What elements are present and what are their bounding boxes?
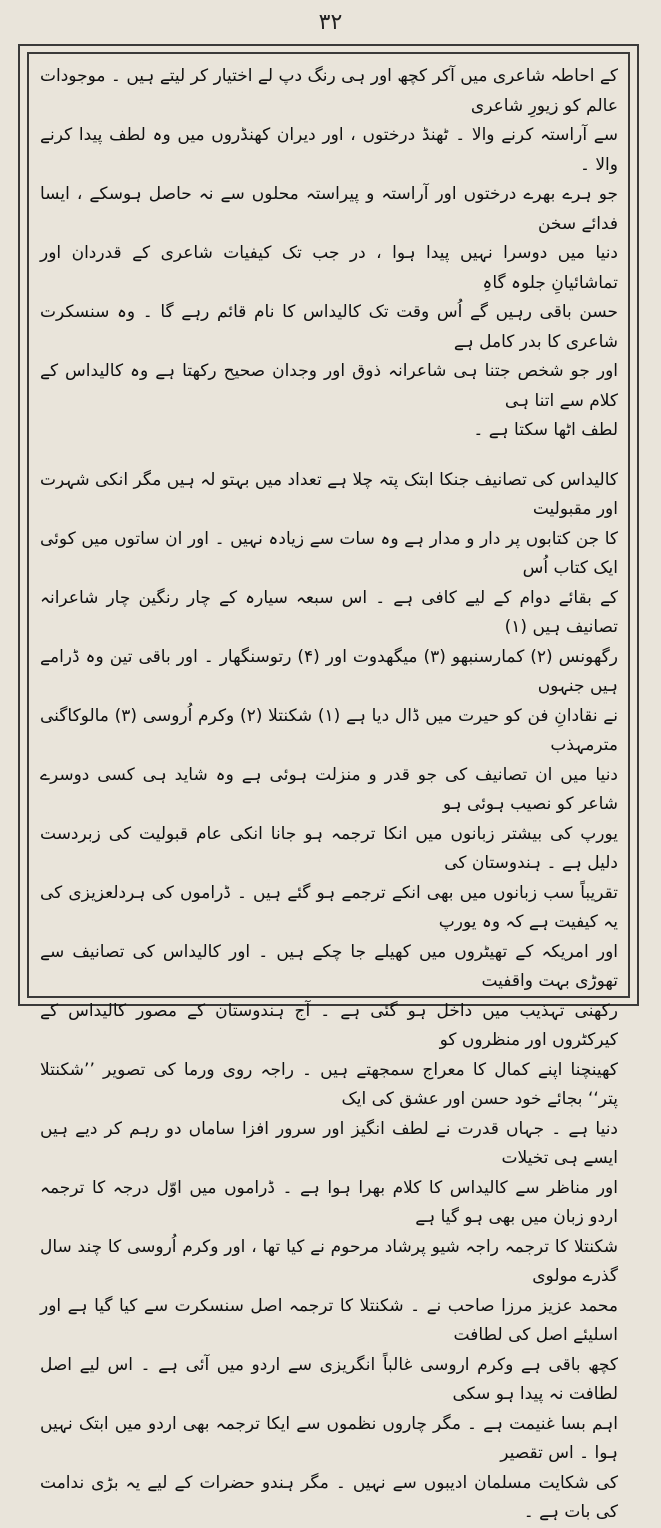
paragraph-2 xyxy=(40,466,618,1528)
text-line: دنیا میں ان تصانیف کی جو قدر و منزلت ہوئی ہے وہ شاید ہی کسی دوسرے شاعر کو نصیب ہوئی ہو xyxy=(40,764,618,814)
text-line: اور مناظر سے کالیداس کا کلام بھرا ہوا ہے ۔ ڈراموں میں اوّل درجہ کا ترجمہ اردو زبان میں بھی ہو گیا ہے xyxy=(40,1177,618,1227)
text-line: کے احاطہ شاعری میں آکر کچھ اور ہی رنگ دپ لے اختیار کر لیتے ہیں ۔ موجودات عالم کو زیورِ شاعری xyxy=(40,66,618,116)
text-line: دنیا ہے ۔ جہاں قدرت نے لطف انگیز اور سرور افزا ساماں دو رہم کر دیے ہیں ایسے ہی تخیلات xyxy=(40,1118,618,1168)
text-line: یورپ کی بیشتر زبانوں میں انکا ترجمہ ہو جانا انکی عام قبولیت کی زبردست دلیل ہے ۔ ہندوستان کی xyxy=(40,823,618,873)
text-line: اہم بسا غنیمت ہے ۔ مگر چاروں نظموں سے ایکا ترجمہ بھی اردو میں ابتک نہیں ہوا ۔ اس تقصیر xyxy=(40,1413,618,1463)
text-line: دنیا میں دوسرا نہیں پیدا ہوا ، در جب تک کیفیات شاعری کے قدردان اور تماشائیانِ جلوہ گاہِ xyxy=(40,243,618,293)
text-line: نے نقادانِ فن کو حیرت میں ڈال دیا ہے (١) شکنتلا (٢) وکرم اُروسی (٣) مالوکاگنی مترمہذب xyxy=(40,705,618,755)
text-line: کالیداس کی تصانیف جنکا ابتک پتہ چلا ہے تعداد میں بہتو لہ ہیں مگر انکی شہرت اور مقبولیت xyxy=(40,469,618,519)
text-block xyxy=(40,62,618,1522)
text-line: کی شکایت مسلمان ادیبوں سے نہیں ۔ مگر ہندو حضرات کے لیے یہ بڑی ندامت کی بات ہے ۔ xyxy=(40,1472,618,1522)
text-line: شکنتلا کا ترجمہ راجہ شیو پرشاد مرحوم نے کیا تھا ، اور وکرم اُروسی کا چند سال گذرے مولوی xyxy=(40,1236,618,1286)
text-line: کچھ باقی ہے وکرم اروسی غالباً انگریزی سے اردو میں آئی ہے ۔ اس لیے اصل لطافت نہ پیدا ہو سکی xyxy=(40,1354,618,1404)
text-line: کھینچنا اپنے کمال کا معراج سمجھتے ہیں ۔ راجہ روی ورما کی تصویر ’’شکنتلا پتر‘‘ بجائے خود حسن اور عشق کی ایک xyxy=(40,1059,618,1109)
text-line: سے آراستہ کرنے والا ۔ ٹھنڈ درختوں ، اور دیران کھنڈروں میں وہ لطف پیدا کرنے والا ۔ xyxy=(40,125,618,175)
text-line: تقریباً سب زبانوں میں بھی انکے ترجمے ہو گئے ہیں ۔ ڈراموں کی ہردلعزیزی کی یہ کیفیت ہے کہ وہ یورپ xyxy=(40,882,618,932)
text-line: جو ہرے بھرے درختوں اور آراستہ و پیراستہ محلوں سے نہ حاصل ہوسکے ، ایسا فدائے سخن xyxy=(40,184,618,234)
text-line: رکھنی تہذیب میں داخل ہو گئی ہے ۔ آج ہندوستان کے مصور کالیداس کے کیرکٹروں اور منظروں کو xyxy=(40,1000,618,1050)
text-line: لطف اٹھا سکتا ہے ۔ xyxy=(473,420,618,440)
text-line: اور امریکہ کے تھیٹروں میں کھیلے جا چکے ہیں ۔ اور کالیداس کی تصانیف سے تھوڑی بہت واقفیت xyxy=(40,941,618,991)
text-line: حسن باقی رہیں گے اُس وقت تک کالیداس کا نام قائم رہے گا ۔ وہ سنسکرت شاعری کا بدر کامل ہے xyxy=(40,302,618,352)
text-line: کا جن کتابوں پر دار و مدار ہے وہ سات سے زیادہ نہیں ۔ اور ان ساتوں میں کوئی ایک کتاب اُس xyxy=(40,528,618,578)
text-line: کے بقائے دوام کے لیے کافی ہے ۔ اس سبعہ سیارہ کے چار رنگین چار شاعرانہ تصانیف ہیں (١) xyxy=(40,587,618,637)
text-line: اور جو شخص جتنا ہی شاعرانہ ذوق اور وجدان صحیح رکھتا ہے وہ کالیداس کے کلام سے اتنا ہی xyxy=(40,361,618,411)
page-number: ٣٢ xyxy=(318,10,343,35)
text-line: محمد عزیز مرزا صاحب نے ۔ شکنتلا کا ترجمہ اصل سنسکرت سے کیا گیا ہے اور اسلیئے اصل کی لطافت xyxy=(40,1295,618,1345)
paragraph-1 xyxy=(40,62,618,446)
text-line: رگھونس (٢) کمارسنبھو (٣) میگھدوت اور (۴) رتوسنگھار ۔ اور باقی تین وہ ڈرامے ہیں جنہوں xyxy=(40,646,618,696)
